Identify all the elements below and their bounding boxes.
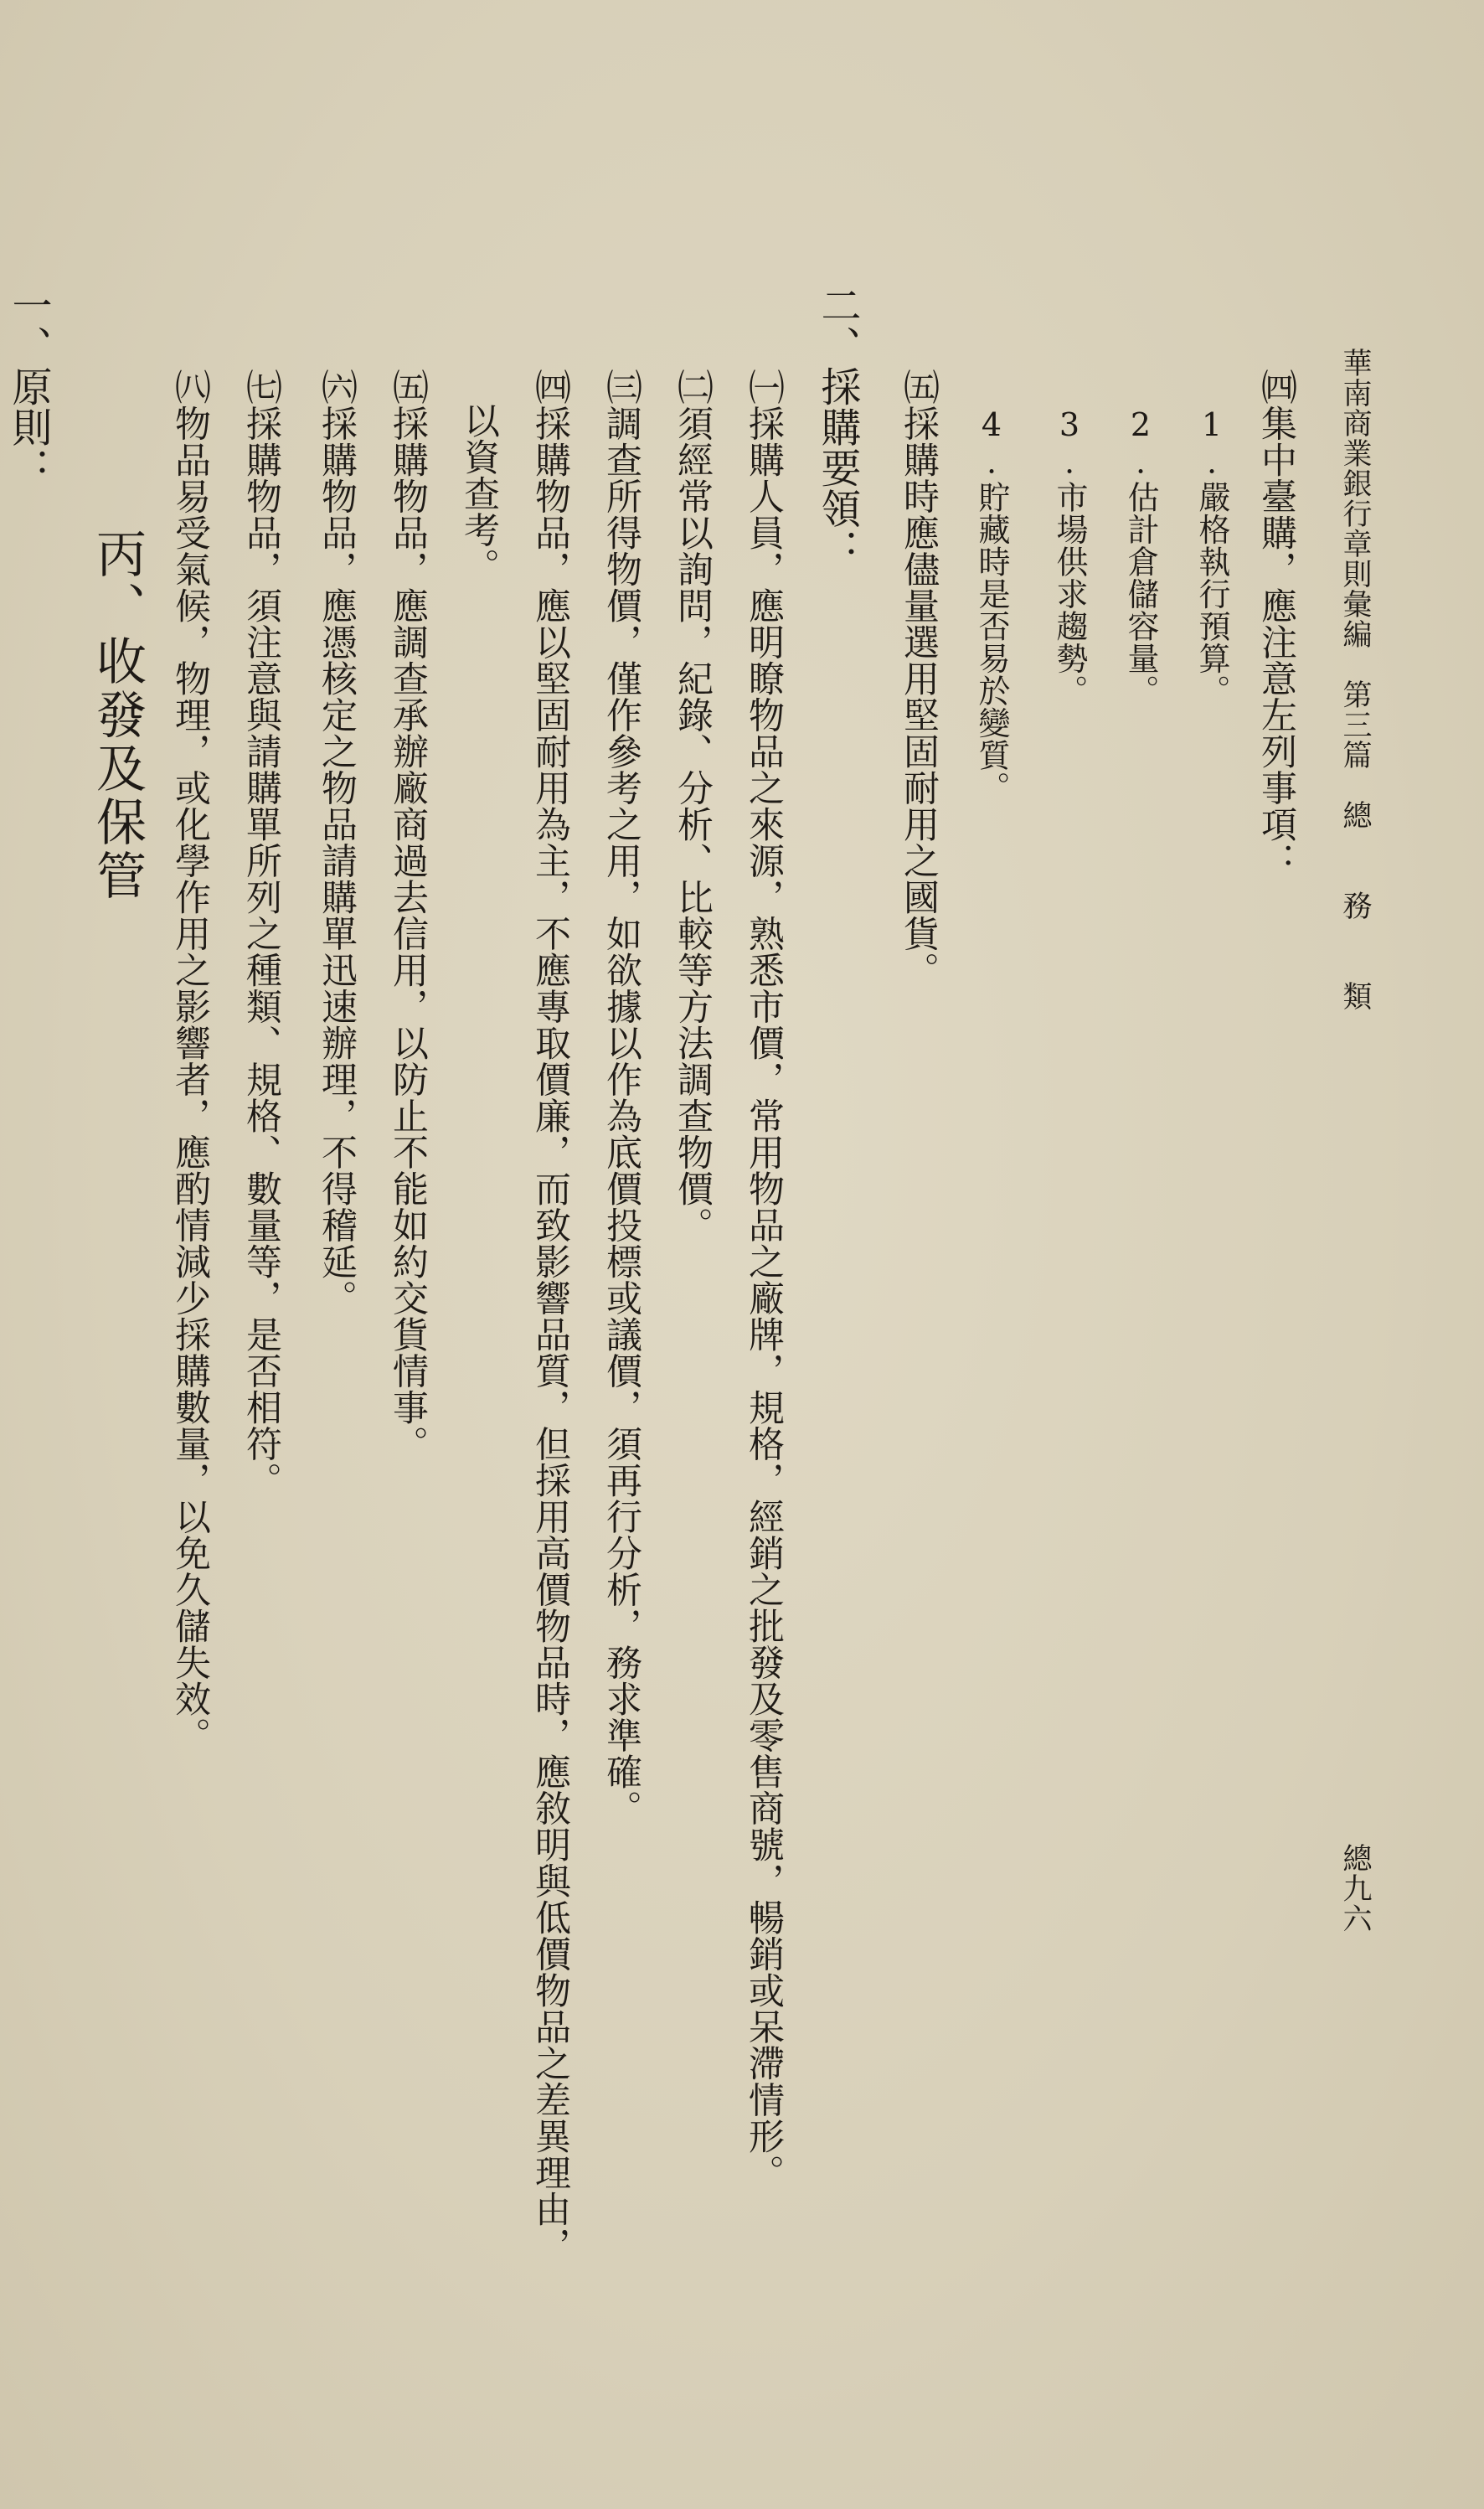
- item-4-central-purchase: ㈣集中臺購，應注意左列事項：: [1255, 369, 1297, 879]
- section-2-item-8: ㈧物品易受氣候，物理，或化學作用之影響者，應酌情減少採購數量，以免久儲失效。: [169, 369, 211, 1753]
- section-2-item-4-continued: 以資查考。: [458, 402, 500, 585]
- section-2-item-4: ㈣採購物品，應以堅固耐用為主，不應專取價廉，而致影響品質，但採用高價物品時，應敘明與低價物品之差異理由，: [529, 369, 571, 2264]
- section-2-item-1: ㈠採購人員，應明瞭物品之來源，熟悉市價，常用物品之廠牌，規格，經銷之批發及零售商號，暢銷或呆滯情形。: [743, 369, 785, 2191]
- item-4-4: 4.貯藏時是否易於變質。: [973, 406, 1010, 803]
- item-4-2: 2.估計倉儲容量。: [1122, 406, 1159, 707]
- section-2-heading: 二、採購要領：: [814, 285, 861, 570]
- page-number: 總九六: [1338, 1843, 1372, 1933]
- section-2-item-6: ㈥採購物品，應憑核定之物品請購單迅速辦理，不得稽延。: [316, 369, 358, 1316]
- section-2-item-5: ㈤採購物品，應調查承辦廠商過去信用，以防止不能如約交貨情事。: [387, 369, 429, 1462]
- section-2-item-2: ㈡須經常以詢問，紀錄、分析、比較等方法調查物價。: [672, 369, 714, 1243]
- chapter-title: 丙、收發及保管: [88, 528, 147, 903]
- item-4-3: 3.市場供求趨勢。: [1051, 406, 1088, 707]
- running-title: 華南商業銀行章則彙編 第三篇 總 務 類: [1338, 348, 1372, 1011]
- section-2-item-7: ㈦採購物品，須注意與請購單所列之種類、規格、數量等，是否相符。: [240, 369, 282, 1499]
- item-4-1: 1.嚴格執行預算。: [1193, 406, 1230, 707]
- section-2-item-3: ㈢調查所得物價，僅作參考之用，如欲據以作為底價投標或議價，須再行分析，務求準確。: [600, 369, 642, 1826]
- item-5-domestic-goods: ㈤採購時應儘量選用堅固耐用之國貨。: [898, 369, 940, 989]
- principles-heading: 一、原則：: [5, 285, 52, 488]
